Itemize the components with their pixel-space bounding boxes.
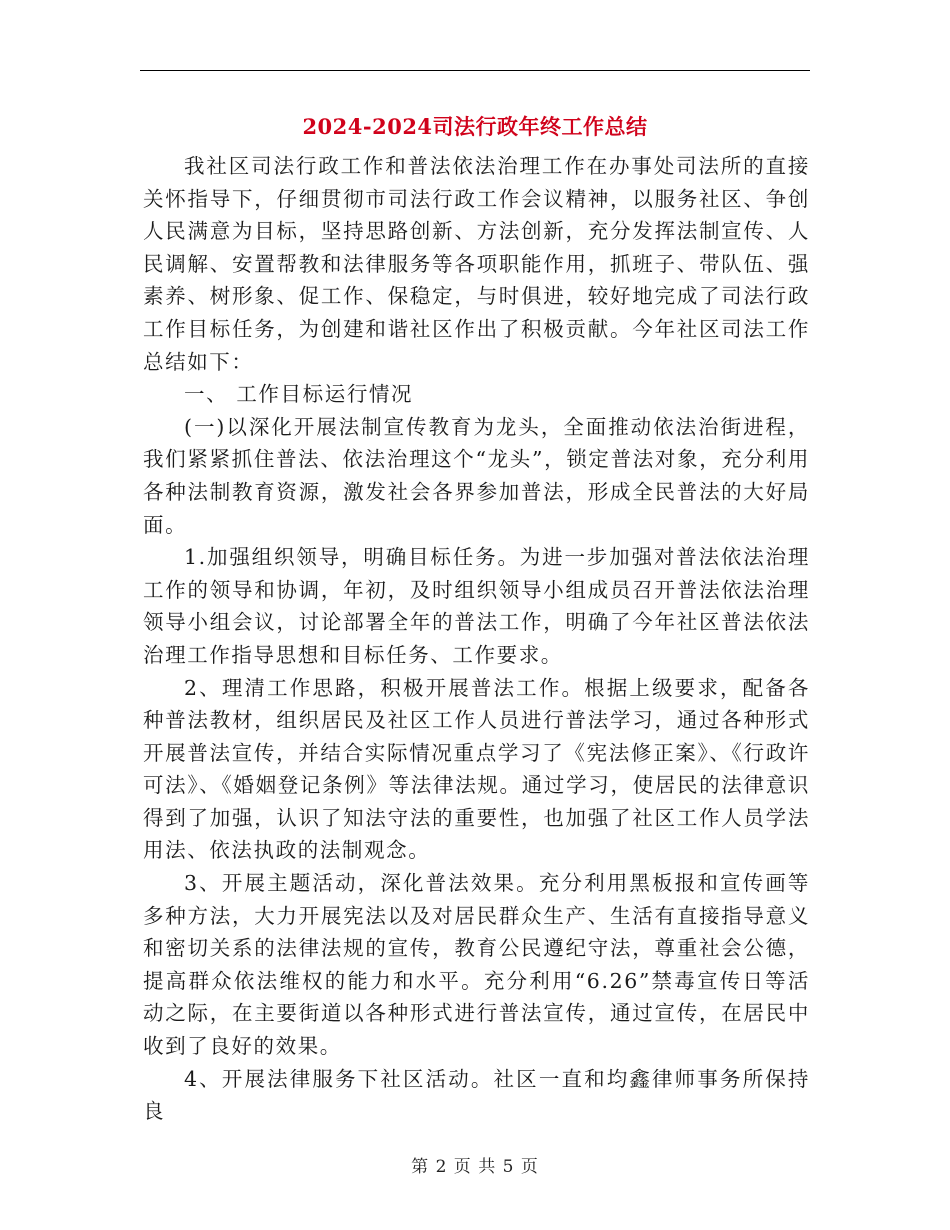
paragraph-item-4: 4、开展法律服务下社区活动。社区一直和均鑫律师事务所保持良 <box>143 1066 810 1124</box>
document-body <box>143 150 810 1128</box>
paragraph-subsection-1: (一)以深化开展法制宣传教育为龙头，全面推动依法治街进程，我们紧紧抓住普法、依法治理这个“龙头”，锁定普法对象，充分利用各种法制教育资源，激发社会各界参加普法，形成全民普法的大好局面。 <box>143 414 810 537</box>
header-rule <box>140 70 810 71</box>
paragraph-item-3: 3、开展主题活动，深化普法效果。充分利用黑板报和宣传画等多种方法，大力开展宪法以及对居民群众生产、生活有直接指导意义和密切关系的法律法规的宣传，教育公民遵纪守法，尊重社会公德，提高群众依法维权的能力和水平。充分利用“6.26”禁毒宣传日等活动之际，在主要街道以各种形式进行普法宣传，通过宣传，在居民中收到了良好的效果。 <box>143 871 810 1059</box>
paragraph-intro: 我社区司法行政工作和普法依法治理工作在办事处司法所的直接关怀指导下，仔细贯彻市司法行政工作会议精神，以服务社区、争创人民满意为目标，坚持思路创新、方法创新，充分发挥法制宣传、人民调解、安置帮教和法律服务等各项职能作用，抓班子、带队伍、强素养、树形象、促工作、保稳定，与时俱进，较好地完成了司法行政工作目标任务，为创建和谐社区作出了积极贡献。今年社区司法工作总结如下： <box>143 154 810 374</box>
document-title: 2024-2024司法行政年终工作总结 <box>302 114 648 139</box>
paragraph-item-1: 1.加强组织领导，明确目标任务。为进一步加强对普法依法治理工作的领导和协调，年初，及时组织领导小组成员召开普法依法治理领导小组会议，讨论部署全年的普法工作，明确了今年社区普法依法治理工作指导思想和目标任务、工作要求。 <box>143 545 810 667</box>
paragraph-item-2: 2、理清工作思路，积极开展普法工作。根据上级要求，配备各种普法教材，组织居民及社区工作人员进行普法学习，通过各种形式开展普法宣传，并结合实际情况重点学习了《宪法修正案》、《行政许可法》、《婚姻登记条例》等法律法规。通过学习，使居民的法律意识得到了加强，认识了知法守法的重要性，也加强了社区工作人员学法用法、依法执政的法制观念。 <box>143 675 810 863</box>
section-heading: 一、 工作目标运行情况 <box>184 382 414 407</box>
page-number: 第 2 页 共 5 页 <box>411 1157 539 1177</box>
